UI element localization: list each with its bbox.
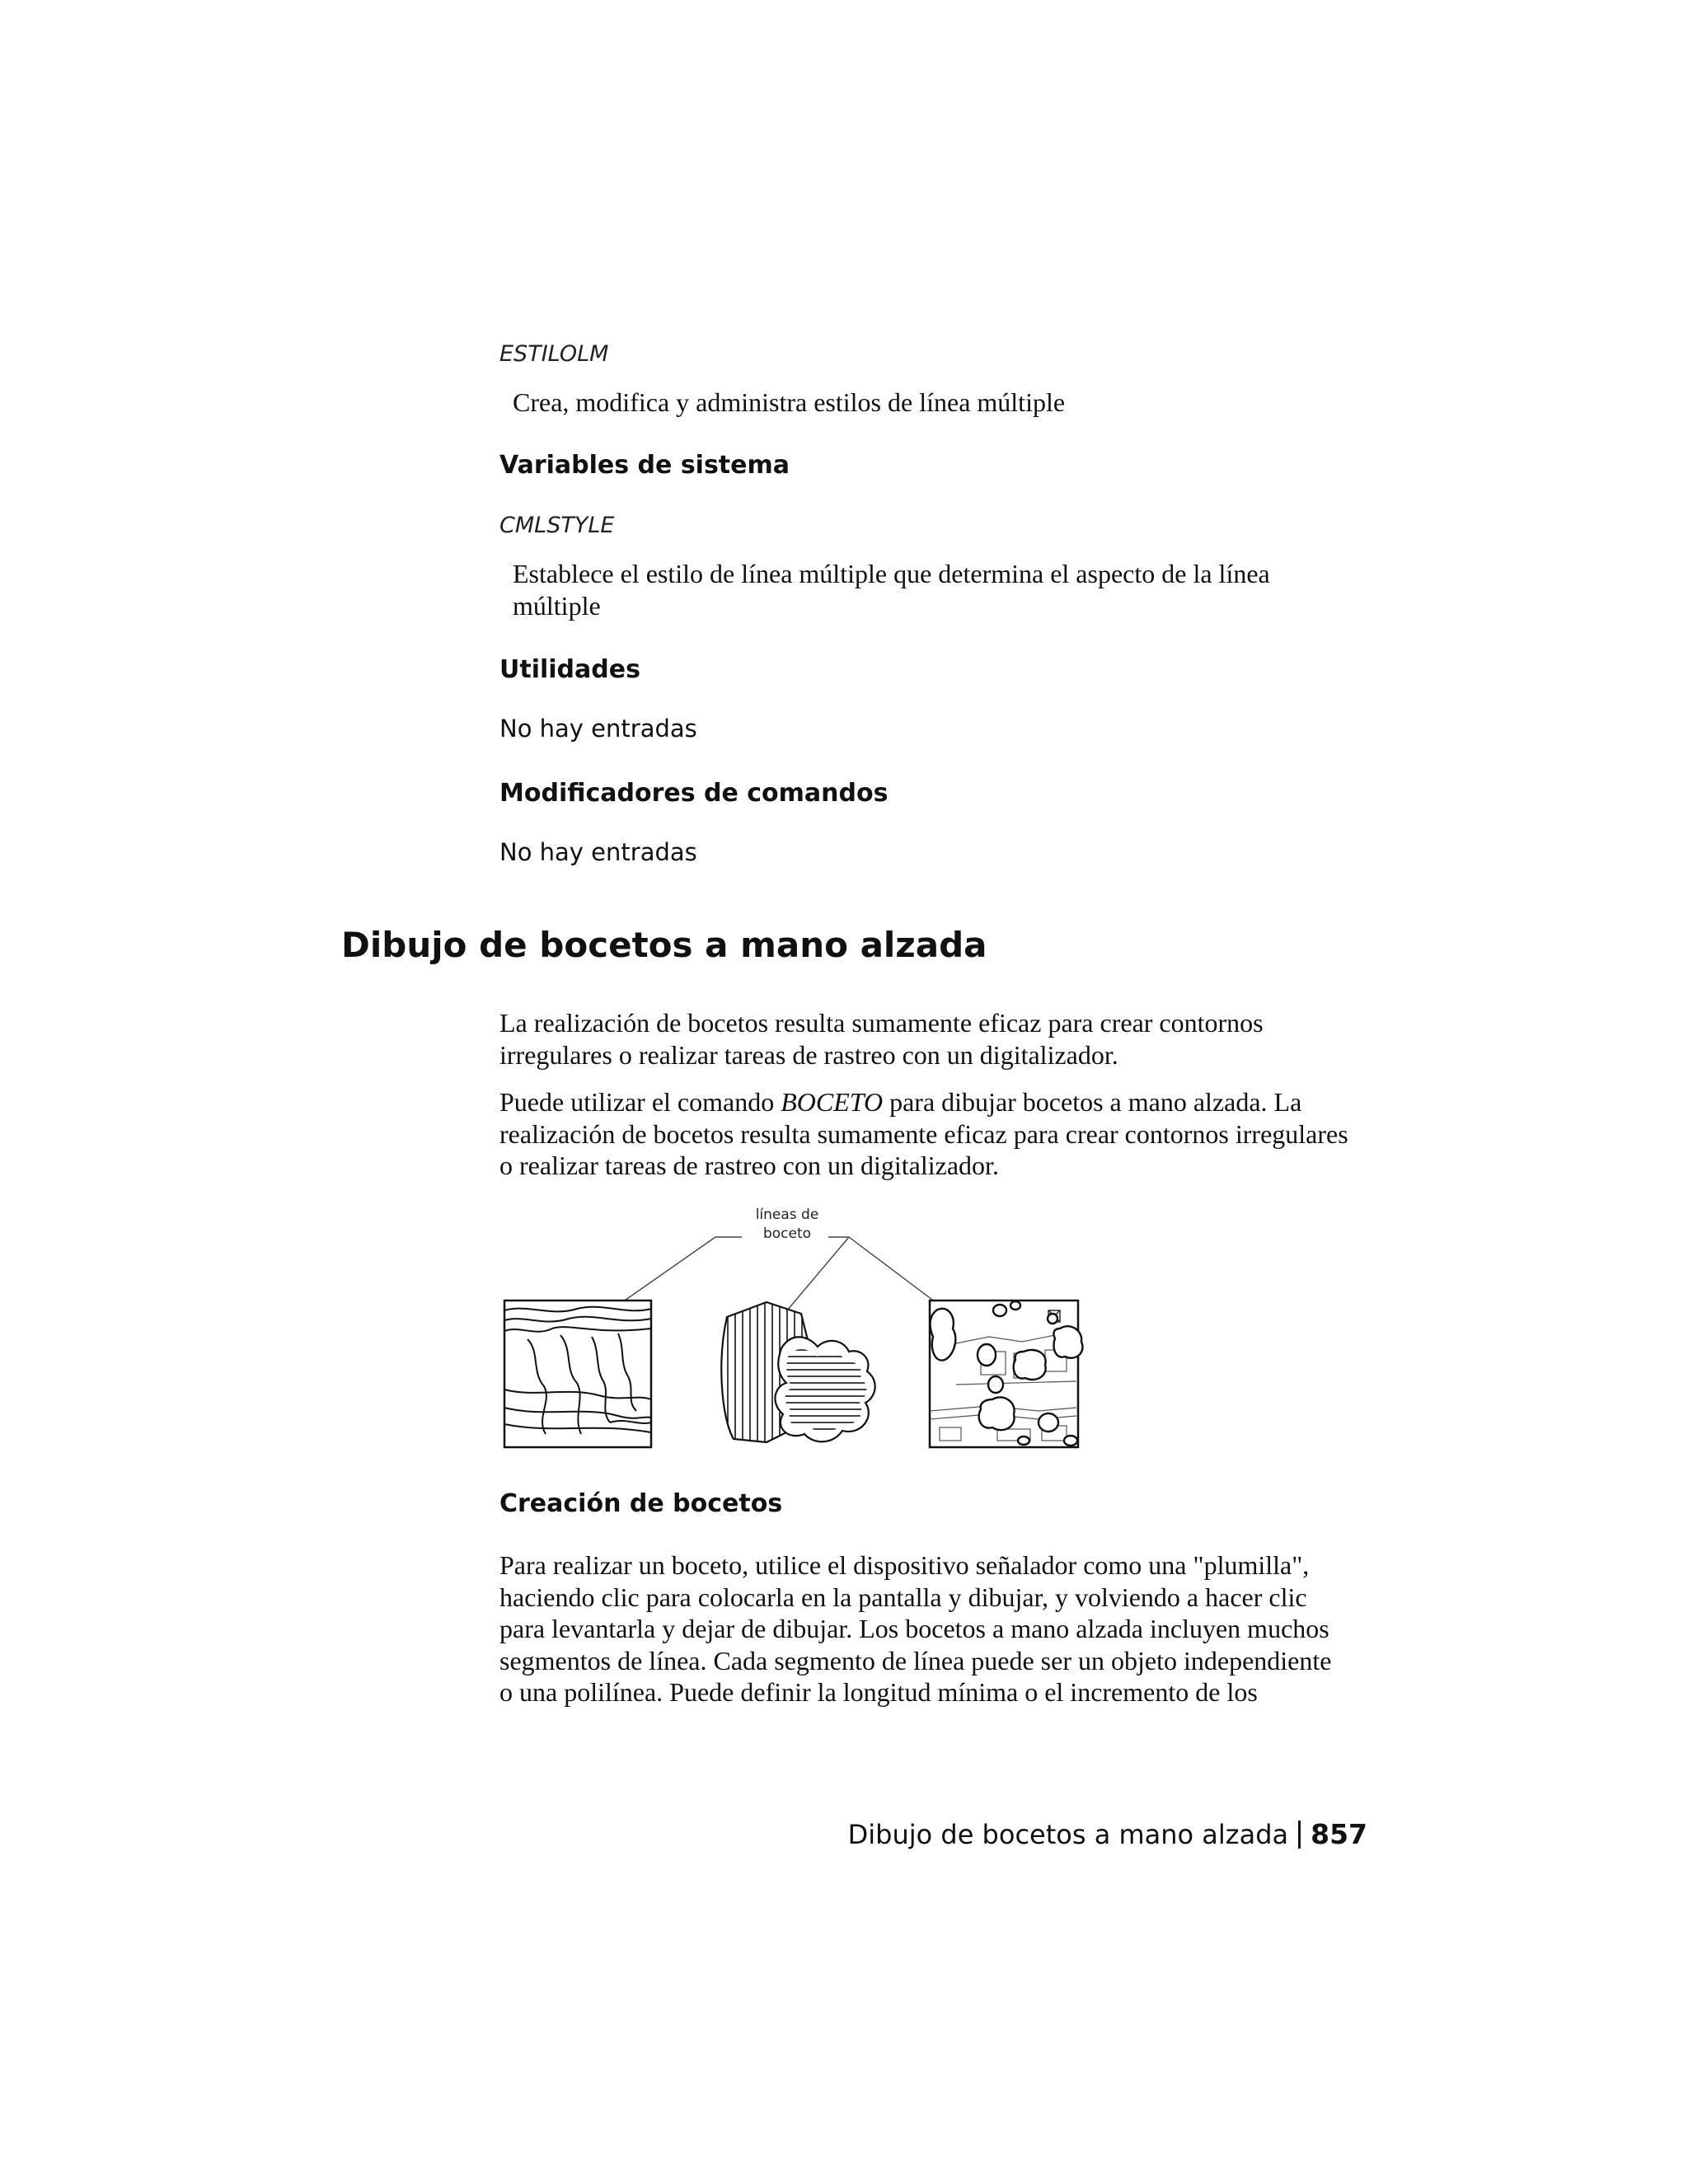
paragraph-line: Para realizar un boceto, utilice el dispositivo señalador como una "plumilla", (499, 1550, 1310, 1580)
paragraph-line: o realizar tareas de rastreo con un digitalizador. (499, 1151, 999, 1180)
variable-description (513, 558, 1270, 622)
variable-name-cmlstyle: CMLSTYLE (499, 513, 615, 538)
contour-sketch-panel (504, 1301, 651, 1447)
paragraph-line: o una polilínea. Puede definir la longitud mínima o el incremento de los (499, 1677, 1258, 1707)
section-paragraph-2 (499, 1086, 1406, 1182)
paragraph-text: para dibujar bocetos a mano alzada. La (883, 1087, 1302, 1117)
callout-leader-lines (622, 1237, 935, 1310)
utilities-text: No hay entradas (499, 715, 697, 743)
subsection-paragraph (499, 1549, 1414, 1708)
section-title: Dibujo de bocetos a mano alzada (341, 925, 987, 965)
paragraph-text: Puede utilizar el comando (499, 1087, 781, 1117)
variable-description-line: Establece el estilo de línea múltiple que determina el aspecto de la línea (513, 559, 1270, 588)
command-reference-boceto: BOCETO (781, 1087, 884, 1117)
tree-sketch-panel (930, 1301, 1082, 1447)
paragraph-line: para levantarla y dejar de dibujar. Los bocetos a mano alzada incluyen muchos (499, 1614, 1329, 1643)
section-paragraph-1 (499, 1007, 1406, 1071)
paragraph-line: haciendo clic para colocarla en la pantalla y dibujar, y volviendo a hacer clic (499, 1582, 1307, 1612)
command-name-estilolm: ESTILOLM (499, 341, 609, 367)
utilities-heading: Utilidades (499, 655, 640, 684)
footer-separator (1298, 1821, 1301, 1849)
command-modifiers-text: No hay entradas (499, 838, 697, 866)
hatched-sketch-panel (721, 1302, 874, 1442)
paragraph-line: irregulares o realizar tareas de rastreo con un digitalizador. (499, 1039, 1118, 1070)
figure-callout-label: líneas de (755, 1207, 819, 1223)
sketch-lines-figure (495, 1195, 1137, 1459)
command-description: Crea, modifica y administra estilos de línea múltiple (513, 387, 1066, 417)
system-variables-heading: Variables de sistema (499, 451, 790, 480)
paragraph-line: realización de bocetos resulta sumamente eficaz para crear contornos irregulares (499, 1118, 1348, 1149)
subsection-heading: Creación de bocetos (499, 1489, 783, 1518)
page-number: 857 (1311, 1818, 1367, 1850)
paragraph-line: segmentos de línea. Cada segmento de línea puede ser un objeto independiente (499, 1645, 1332, 1675)
page-footer (848, 1818, 1367, 1850)
paragraph-line (499, 1086, 1406, 1118)
paragraph-line: La realización de bocetos resulta sumamente eficaz para crear contornos (499, 1008, 1264, 1038)
footer-section-title: Dibujo de bocetos a mano alzada (847, 1819, 1289, 1850)
variable-description-line: múltiple (513, 591, 601, 621)
command-modifiers-heading: Modificadores de comandos (499, 779, 889, 808)
figure-callout-label: boceto (762, 1226, 812, 1242)
